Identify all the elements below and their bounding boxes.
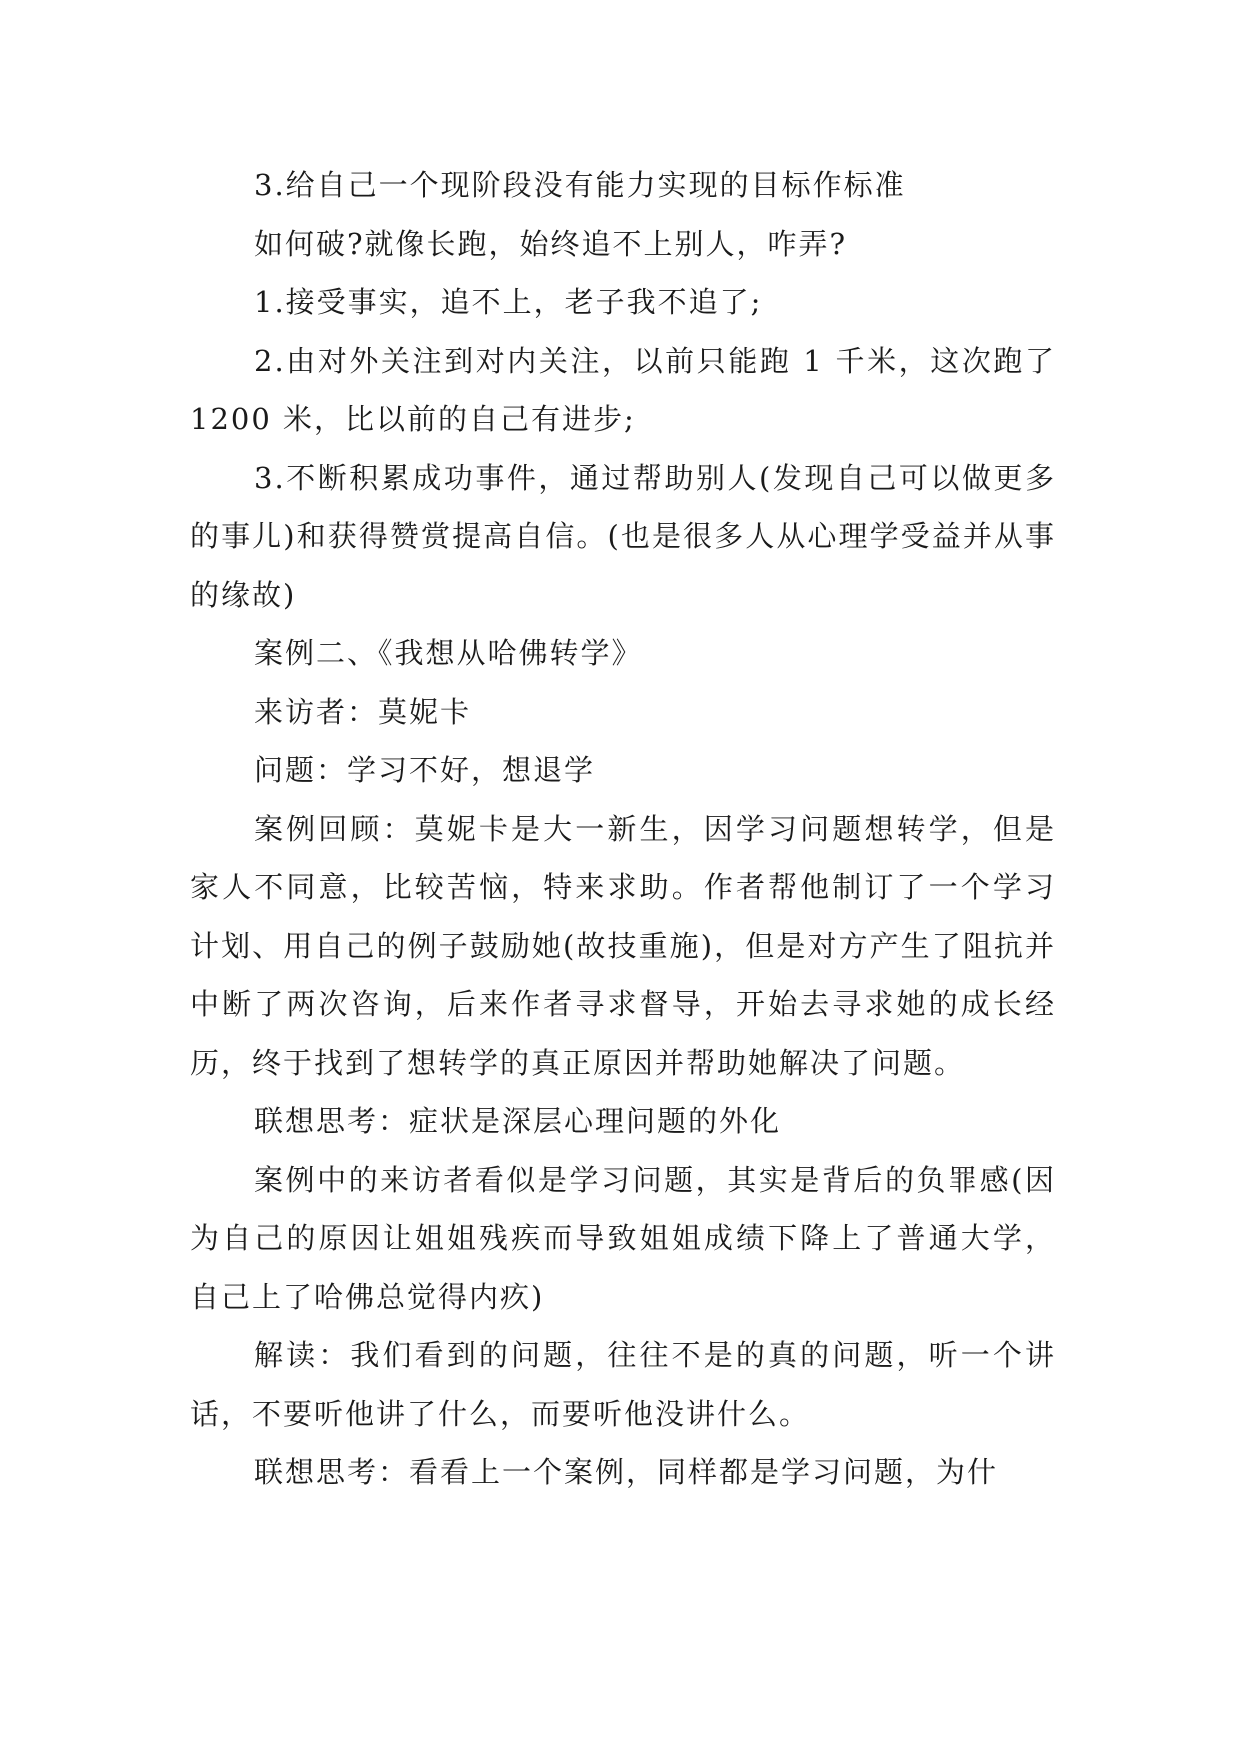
- paragraph: 联想思考：症状是深层心理问题的外化: [254, 1104, 782, 1138]
- paragraph: 案例中的来访者看似是学习问题，其实是背后的负罪感(因为自己的原因让姐姐残疾而导致姐姐成绩下降上了普通大学，自己上了哈佛总觉得内疚): [190, 1162, 1056, 1314]
- paragraph: 3.不断积累成功事件，通过帮助别人(发现自己可以做更多的事儿)和获得赞赏提高自信。(也是很多人从心理学受益并从事的缘故): [190, 460, 1056, 612]
- paragraph: 案例回顾：莫妮卡是大一新生，因学习问题想转学，但是家人不同意，比较苦恼，特来求助。作者帮他制订了一个学习计划、用自己的例子鼓励她(故技重施)，但是对方产生了阻抗并中断了两次咨询，后来作者寻求督导，开始去寻求她的成长经历，终于找到了想转学的真正原因并帮助她解决了问题。: [190, 811, 1056, 1080]
- paragraph: 2.由对外关注到对内关注，以前只能跑 1 千米，这次跑了 1200 米，比以前的自己有进步;: [190, 343, 1056, 436]
- paragraph: 问题：学习不好，想退学: [254, 753, 596, 787]
- document-body: [190, 156, 1056, 1502]
- paragraph: 1.接受事实，追不上，老子我不追了;: [254, 285, 763, 319]
- paragraph: 3.给自己一个现阶段没有能力实现的目标作标准: [254, 168, 906, 202]
- paragraph: 如何破?就像长跑，始终追不上别人，咋弄?: [254, 226, 848, 261]
- section-heading: 案例二、《我想从哈佛转学》: [254, 636, 643, 670]
- paragraph: 来访者：莫妮卡: [254, 694, 472, 729]
- paragraph: 解读：我们看到的问题，往往不是的真的问题，听一个讲话，不要听他讲了什么，而要听他没讲什么。: [190, 1338, 1056, 1431]
- paragraph: 联想思考：看看上一个案例，同样都是学习问题，为什: [254, 1455, 999, 1489]
